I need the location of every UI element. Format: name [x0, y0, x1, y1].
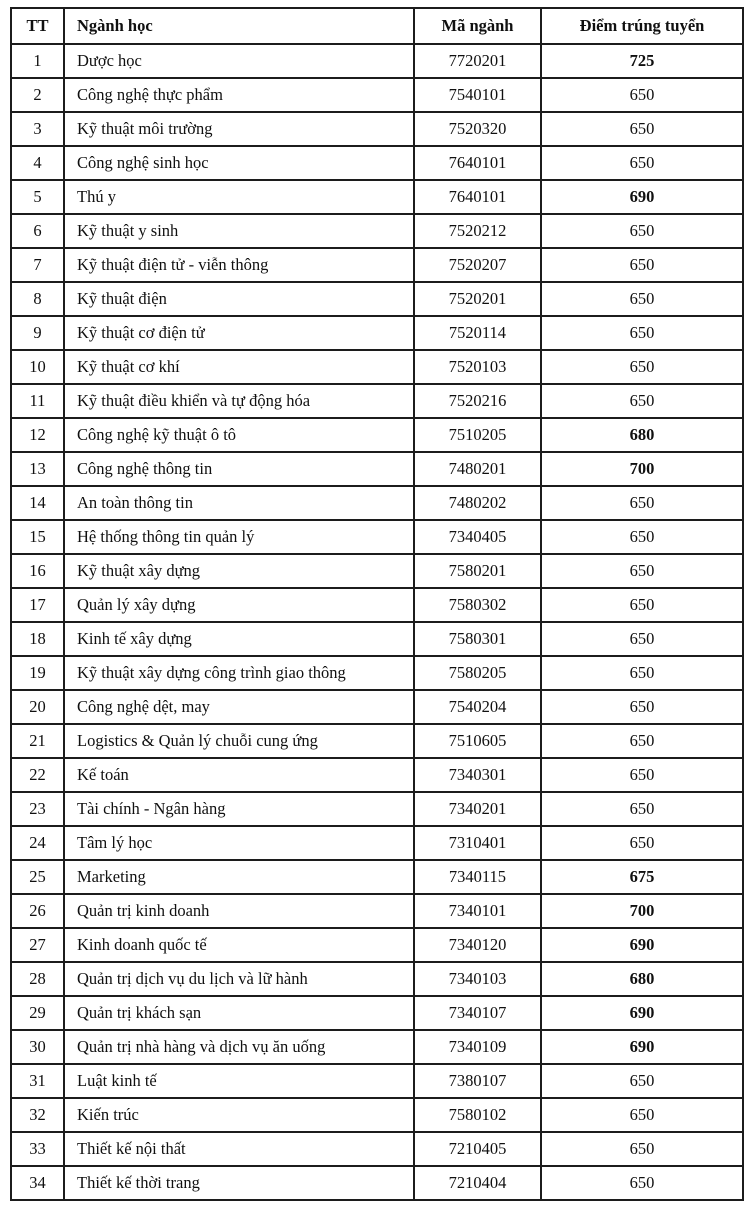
- table-row: [11, 146, 743, 180]
- score-cell: 650: [541, 656, 743, 690]
- col-header-major: Ngành học: [64, 8, 414, 44]
- major-name-cell: Kỹ thuật cơ khí: [64, 350, 414, 384]
- row-number-cell: 29: [11, 996, 64, 1030]
- score-cell: 680: [541, 962, 743, 996]
- table-row: [11, 1030, 743, 1064]
- score-cell: 650: [541, 78, 743, 112]
- table-row: [11, 1064, 743, 1098]
- major-name-cell: Tâm lý học: [64, 826, 414, 860]
- row-number-cell: 11: [11, 384, 64, 418]
- major-code-cell: 7580205: [414, 656, 541, 690]
- major-code-cell: 7640101: [414, 146, 541, 180]
- row-number-cell: 30: [11, 1030, 64, 1064]
- table-row: [11, 214, 743, 248]
- major-code-cell: 7510605: [414, 724, 541, 758]
- major-code-cell: 7210404: [414, 1166, 541, 1200]
- major-name-cell: Kế toán: [64, 758, 414, 792]
- major-name-cell: Công nghệ thực phẩm: [64, 78, 414, 112]
- major-name-cell: Quản trị kinh doanh: [64, 894, 414, 928]
- table-row: [11, 350, 743, 384]
- major-code-cell: 7480202: [414, 486, 541, 520]
- major-name-cell: Kỹ thuật môi trường: [64, 112, 414, 146]
- major-code-cell: 7520212: [414, 214, 541, 248]
- major-name-cell: Kỹ thuật xây dựng công trình giao thông: [64, 656, 414, 690]
- major-name-cell: Kỹ thuật cơ điện tử: [64, 316, 414, 350]
- score-cell: 650: [541, 214, 743, 248]
- row-number-cell: 5: [11, 180, 64, 214]
- row-number-cell: 10: [11, 350, 64, 384]
- major-name-cell: Công nghệ dệt, may: [64, 690, 414, 724]
- table-row: [11, 758, 743, 792]
- table-row: [11, 962, 743, 996]
- table-body: [11, 44, 743, 1200]
- table-row: [11, 1098, 743, 1132]
- major-code-cell: 7340301: [414, 758, 541, 792]
- row-number-cell: 31: [11, 1064, 64, 1098]
- score-cell: 650: [541, 588, 743, 622]
- major-name-cell: Công nghệ kỹ thuật ô tô: [64, 418, 414, 452]
- table-row: [11, 996, 743, 1030]
- major-code-cell: 7520103: [414, 350, 541, 384]
- table-row: [11, 724, 743, 758]
- table-row: [11, 78, 743, 112]
- score-cell: 650: [541, 384, 743, 418]
- major-code-cell: 7520216: [414, 384, 541, 418]
- row-number-cell: 4: [11, 146, 64, 180]
- row-number-cell: 13: [11, 452, 64, 486]
- score-cell: 650: [541, 248, 743, 282]
- major-code-cell: 7540101: [414, 78, 541, 112]
- table-row: [11, 1132, 743, 1166]
- major-name-cell: Tài chính - Ngân hàng: [64, 792, 414, 826]
- table-row: [11, 1166, 743, 1200]
- table-row: [11, 316, 743, 350]
- major-name-cell: Kỹ thuật y sinh: [64, 214, 414, 248]
- table-row: [11, 248, 743, 282]
- major-name-cell: Thú y: [64, 180, 414, 214]
- major-code-cell: 7580102: [414, 1098, 541, 1132]
- row-number-cell: 33: [11, 1132, 64, 1166]
- score-cell: 690: [541, 180, 743, 214]
- major-code-cell: 7480201: [414, 452, 541, 486]
- major-name-cell: Kỹ thuật điện tử - viễn thông: [64, 248, 414, 282]
- admission-scores-table: [10, 7, 744, 1201]
- major-name-cell: Công nghệ thông tin: [64, 452, 414, 486]
- score-cell: 700: [541, 452, 743, 486]
- table-row: [11, 894, 743, 928]
- score-cell: 650: [541, 1132, 743, 1166]
- row-number-cell: 15: [11, 520, 64, 554]
- major-name-cell: Quản trị dịch vụ du lịch và lữ hành: [64, 962, 414, 996]
- row-number-cell: 27: [11, 928, 64, 962]
- score-cell: 700: [541, 894, 743, 928]
- table-row: [11, 44, 743, 78]
- table-row: [11, 588, 743, 622]
- score-cell: 650: [541, 520, 743, 554]
- major-code-cell: 7520201: [414, 282, 541, 316]
- major-code-cell: 7720201: [414, 44, 541, 78]
- score-cell: 650: [541, 350, 743, 384]
- score-cell: 650: [541, 554, 743, 588]
- row-number-cell: 22: [11, 758, 64, 792]
- row-number-cell: 17: [11, 588, 64, 622]
- score-cell: 725: [541, 44, 743, 78]
- major-code-cell: 7340103: [414, 962, 541, 996]
- major-name-cell: Hệ thống thông tin quản lý: [64, 520, 414, 554]
- row-number-cell: 28: [11, 962, 64, 996]
- score-cell: 650: [541, 622, 743, 656]
- score-cell: 650: [541, 724, 743, 758]
- score-cell: 650: [541, 1166, 743, 1200]
- table-row: [11, 622, 743, 656]
- major-name-cell: Dược học: [64, 44, 414, 78]
- major-code-cell: 7340107: [414, 996, 541, 1030]
- row-number-cell: 23: [11, 792, 64, 826]
- major-name-cell: Thiết kế nội thất: [64, 1132, 414, 1166]
- major-code-cell: 7340120: [414, 928, 541, 962]
- table-row: [11, 792, 743, 826]
- table-row: [11, 112, 743, 146]
- score-cell: 680: [541, 418, 743, 452]
- row-number-cell: 32: [11, 1098, 64, 1132]
- table-row: [11, 826, 743, 860]
- score-cell: 650: [541, 486, 743, 520]
- score-cell: 650: [541, 758, 743, 792]
- table-row: [11, 418, 743, 452]
- major-code-cell: 7580301: [414, 622, 541, 656]
- score-cell: 650: [541, 690, 743, 724]
- major-code-cell: 7310401: [414, 826, 541, 860]
- col-header-tt: TT: [11, 8, 64, 44]
- major-name-cell: Kỹ thuật xây dựng: [64, 554, 414, 588]
- major-name-cell: Kinh tế xây dựng: [64, 622, 414, 656]
- row-number-cell: 3: [11, 112, 64, 146]
- table-row: [11, 384, 743, 418]
- major-name-cell: Kinh doanh quốc tế: [64, 928, 414, 962]
- major-code-cell: 7340109: [414, 1030, 541, 1064]
- major-code-cell: 7340405: [414, 520, 541, 554]
- major-name-cell: Luật kinh tế: [64, 1064, 414, 1098]
- major-name-cell: Thiết kế thời trang: [64, 1166, 414, 1200]
- major-name-cell: Logistics & Quản lý chuỗi cung ứng: [64, 724, 414, 758]
- row-number-cell: 19: [11, 656, 64, 690]
- major-code-cell: 7510205: [414, 418, 541, 452]
- row-number-cell: 2: [11, 78, 64, 112]
- table-row: [11, 486, 743, 520]
- row-number-cell: 20: [11, 690, 64, 724]
- major-code-cell: 7520207: [414, 248, 541, 282]
- row-number-cell: 8: [11, 282, 64, 316]
- major-code-cell: 7380107: [414, 1064, 541, 1098]
- table-row: [11, 656, 743, 690]
- score-cell: 675: [541, 860, 743, 894]
- row-number-cell: 6: [11, 214, 64, 248]
- major-name-cell: Quản lý xây dựng: [64, 588, 414, 622]
- major-code-cell: 7580201: [414, 554, 541, 588]
- major-code-cell: 7520320: [414, 112, 541, 146]
- score-cell: 690: [541, 996, 743, 1030]
- row-number-cell: 34: [11, 1166, 64, 1200]
- major-name-cell: Quản trị nhà hàng và dịch vụ ăn uống: [64, 1030, 414, 1064]
- major-name-cell: Quản trị khách sạn: [64, 996, 414, 1030]
- major-name-cell: Kỹ thuật điều khiển và tự động hóa: [64, 384, 414, 418]
- row-number-cell: 12: [11, 418, 64, 452]
- score-cell: 690: [541, 1030, 743, 1064]
- row-number-cell: 26: [11, 894, 64, 928]
- row-number-cell: 18: [11, 622, 64, 656]
- table-row: [11, 690, 743, 724]
- row-number-cell: 9: [11, 316, 64, 350]
- row-number-cell: 1: [11, 44, 64, 78]
- admission-scores-document: [10, 7, 744, 1201]
- table-row: [11, 554, 743, 588]
- major-code-cell: 7520114: [414, 316, 541, 350]
- col-header-code: Mã ngành: [414, 8, 541, 44]
- row-number-cell: 7: [11, 248, 64, 282]
- row-number-cell: 16: [11, 554, 64, 588]
- major-code-cell: 7340115: [414, 860, 541, 894]
- table-row: [11, 282, 743, 316]
- score-cell: 650: [541, 792, 743, 826]
- table-row: [11, 180, 743, 214]
- major-code-cell: 7540204: [414, 690, 541, 724]
- major-code-cell: 7340201: [414, 792, 541, 826]
- score-cell: 650: [541, 1098, 743, 1132]
- major-code-cell: 7340101: [414, 894, 541, 928]
- score-cell: 650: [541, 146, 743, 180]
- table-row: [11, 928, 743, 962]
- table-row: [11, 520, 743, 554]
- major-name-cell: Kỹ thuật điện: [64, 282, 414, 316]
- score-cell: 650: [541, 112, 743, 146]
- score-cell: 650: [541, 1064, 743, 1098]
- major-name-cell: Marketing: [64, 860, 414, 894]
- score-cell: 650: [541, 282, 743, 316]
- row-number-cell: 24: [11, 826, 64, 860]
- row-number-cell: 21: [11, 724, 64, 758]
- col-header-score: Điểm trúng tuyển: [541, 8, 743, 44]
- major-name-cell: Công nghệ sinh học: [64, 146, 414, 180]
- row-number-cell: 25: [11, 860, 64, 894]
- score-cell: 690: [541, 928, 743, 962]
- header-row: [11, 8, 743, 44]
- major-code-cell: 7580302: [414, 588, 541, 622]
- major-name-cell: Kiến trúc: [64, 1098, 414, 1132]
- table-row: [11, 860, 743, 894]
- table-row: [11, 452, 743, 486]
- score-cell: 650: [541, 826, 743, 860]
- major-name-cell: An toàn thông tin: [64, 486, 414, 520]
- score-cell: 650: [541, 316, 743, 350]
- major-code-cell: 7210405: [414, 1132, 541, 1166]
- major-code-cell: 7640101: [414, 180, 541, 214]
- row-number-cell: 14: [11, 486, 64, 520]
